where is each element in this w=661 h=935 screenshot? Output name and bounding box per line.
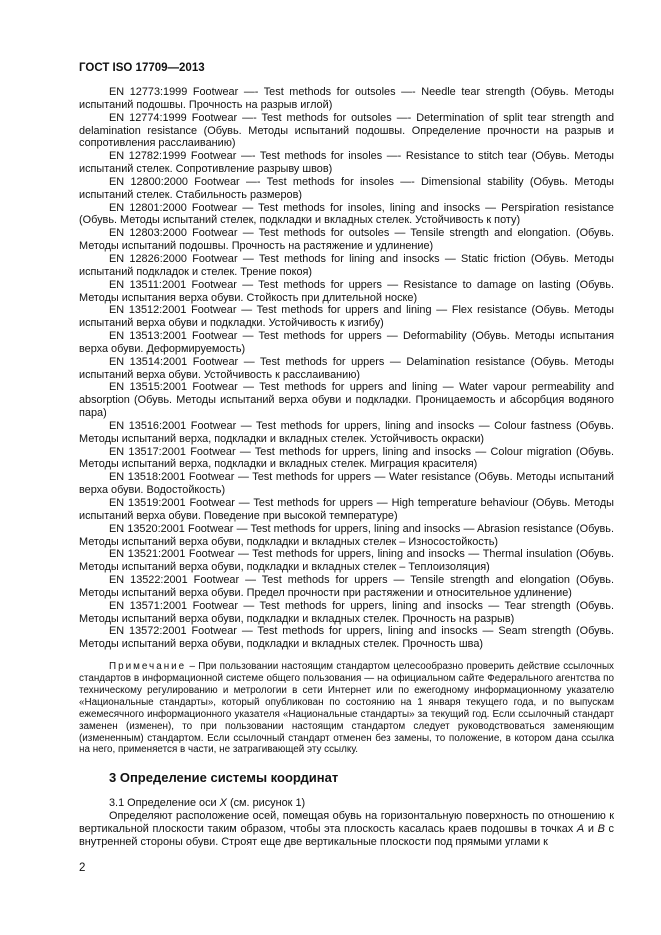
section-title: 3 Определение системы координат (109, 770, 339, 786)
reference-item: EN 12800:2000 Footwear —- Test methods for insoles —- Dimensional stability (Обувь. Методы испытаний стелек. Стабильность размеров) (79, 175, 614, 201)
reference-item: EN 13515:2001 Footwear — Test methods for uppers and lining — Water vapour permeability and absorption (Обувь. Методы испытаний верха обуви и подкладки. Проницаемость и абсорбция водяного пара) (79, 381, 614, 420)
page-number: 2 (79, 862, 86, 874)
point-a-symbol: A (576, 822, 585, 835)
note-text: – При пользовании настоящим стандартом целесообразно проверить действие ссылочных стандартов в информационной системе общего пользования — на официальном сайте Федерального агентства по техническому регулированию и метрологии в сети Интернет или по ежегодному информационному указателю «Национальные стандарты», который опубликован по состоянию на 1 января текущего года, и по выпускам ежемесячного информационного указателя «Национальные стандарты» за текущий год. Если ссылочный стандарт заменен (изменен), то при пользовании настоящим стандартом следует руководствоваться заменяющим (измененным) стандартом. Если ссылочный стандарт отменен без замены, то положение, в котором дана ссылка на него, применяется в части, не затрагивающей эту ссылку. (79, 661, 614, 756)
subsection-heading (79, 797, 614, 810)
body-paragraph (79, 810, 614, 849)
reference-item: EN 13518:2001 Footwear — Test methods for uppers — Water resistance (Обувь. Методы испытаний верха обуви. Водостойкость) (79, 471, 614, 497)
reference-item: EN 13514:2001 Footwear — Test methods for uppers — Delamination resistance (Обувь. Методы испытаний верха обуви. Устойчивость к расслаиванию) (79, 355, 614, 381)
reference-item: EN 12774:1999 Footwear —- Test methods for outsoles —- Determination of split tear strength and delamination resistance (Обувь. Методы испытаний подошвы. Определение прочности на разрыв и сопротивления расслаиванию) (79, 111, 614, 150)
reference-item: EN 13511:2001 Footwear — Test methods for uppers — Resistance to damage on lasting (Обувь. Методы испытания верха обуви. Стойкость при длительной носке) (79, 278, 614, 304)
reference-item: EN 12826:2000 Footwear — Test methods for lining and insocks — Static friction (Обувь. Методы испытаний подкладок и стелек. Трение покоя) (79, 252, 614, 278)
para-conj: и (584, 822, 598, 835)
reference-item: EN 13571:2001 Footwear — Test methods for uppers, lining and insocks — Tear strength (Обувь. Методы испытаний верха обуви, подкладки и вкладных стелек. Прочность на разрыв) (79, 599, 614, 625)
subsection-suffix: (см. рисунок 1) (226, 797, 306, 810)
note-paragraph (79, 661, 614, 756)
reference-list (79, 86, 614, 651)
reference-item: EN 12782:1999 Footwear —- Test methods for insoles —- Resistance to stitch tear (Обувь. Методы испытаний стелек. Сопротивление разрыву швов) (79, 150, 614, 176)
note-label: Примечание (109, 661, 187, 673)
document-header: ГОСТ ISO 17709—2013 (79, 62, 205, 74)
reference-item: EN 12803:2000 Footwear — Test methods for outsoles — Tensile strength and elongation. (Обувь. Методы испытаний подошвы. Прочность на растяжение и удлинение) (79, 227, 614, 253)
para-text-1: Определяют расположение осей, помещая обувь на горизонтальную поверхность по отношению к вертикальной плоскости таким образом, чтобы эта плоскость касалась краев подошвы в точках (79, 810, 614, 835)
point-b-symbol: B (597, 822, 605, 835)
axis-symbol: X (219, 797, 227, 810)
reference-item: EN 13519:2001 Footwear — Test methods for uppers — High temperature behaviour (Обувь. Методы испытаний верха обуви. Поведение при высокой температуре) (79, 497, 614, 522)
reference-item: EN 13521:2001 Footwear — Test methods for uppers, lining and insocks — Thermal insulation (Обувь. Методы испытаний верха обуви, подкладки и вкладных стелек – Теплоизоляция) (79, 548, 614, 574)
para-text-2: с внутренней стороны обуви. Строят еще две вертикальные плоскости под прямыми углами к (79, 822, 614, 848)
reference-item: EN 12773:1999 Footwear —- Test methods for outsoles —- Needle tear strength (Обувь. Методы испытаний подошвы. Прочность на разрыв иглой) (79, 86, 614, 111)
reference-item: EN 12801:2000 Footwear — Test methods for insoles, lining and insocks — Perspiration resistance (Обувь. Методы испытаний стелек, подкладки и вкладных стелек. Устойчивость к поту) (79, 201, 614, 227)
reference-item: EN 13520:2001 Footwear — Test methods for uppers, lining and insocks — Abrasion resistance (Обувь. Методы испытаний верха обуви, подкладки и вкладных стелек – Износостойкость) (79, 522, 614, 548)
reference-item: EN 13572:2001 Footwear — Test methods for uppers, lining and insocks — Seam strength (Обувь. Методы испытаний верха обуви, подкладки и вкладных стелек. Прочность шва) (79, 625, 614, 651)
reference-item: EN 13516:2001 Footwear — Test methods for uppers, lining and insocks — Colour fastness (Обувь. Методы испытаний верха, подкладки и вкладных стелек. Устойчивость окраски) (79, 419, 614, 445)
reference-item: EN 13517:2001 Footwear — Test methods for uppers, lining and insocks — Colour migration (Обувь. Методы испытаний верха, подкладки и вкладных стелек. Миграция красителя) (79, 445, 614, 471)
reference-item: EN 13522:2001 Footwear — Test methods for uppers — Tensile strength and elongation (Обувь. Методы испытаний верха обуви. Предел прочности при растяжении и относительное удлинение) (79, 574, 614, 599)
reference-item: EN 13513:2001 Footwear — Test methods for uppers — Deformability (Обувь. Методы испытания верха обуви. Деформируемость) (79, 330, 614, 355)
document-body (79, 86, 614, 849)
subsection-prefix: 3.1 Определение оси (109, 797, 220, 810)
reference-item: EN 13512:2001 Footwear — Test methods for uppers and lining — Flex resistance (Обувь. Методы испытаний верха обуви и подкладки. Устойчивость к изгибу) (79, 304, 614, 330)
